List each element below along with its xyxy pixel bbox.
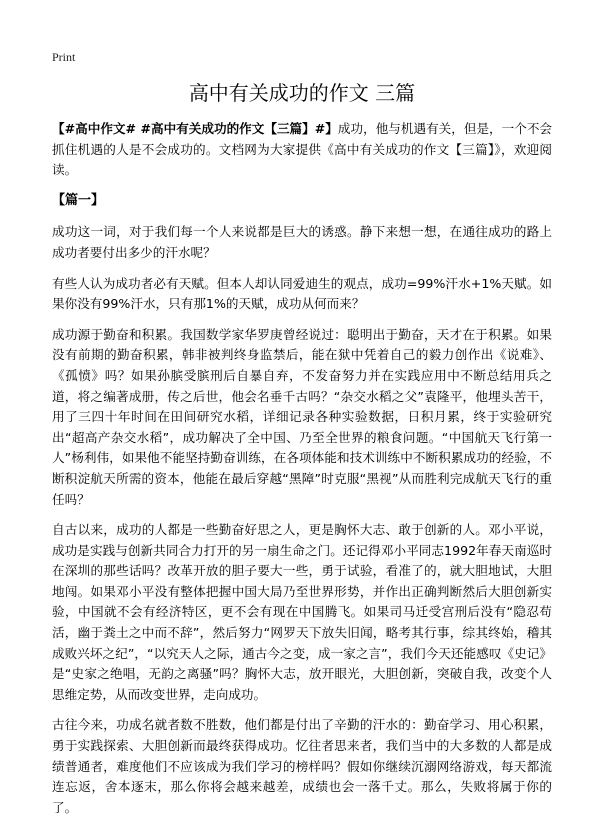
paragraph-4: 自古以来，成功的人都是一些勤奋好思之人，更是胸怀大志、敢于创新的人。邓小平说，成功是实践与创新共同合力打开的另一扇生命之门。还记得邓小平同志1992年春天南巡时在深圳的那些话吗？改革开放的胆子要大一些，勇于试验，看准了的，就大胆地试，大胆地闯。如果邓小平没有整体把握中国大局乃至世界形势，并作出正确判断然后大胆创新实验，中国就不会有经济特区，更不会有现在中国腾飞。如果司马迁受宫刑后没有“隐忍苟活，幽于粪土之中而不辞”，然后努力“网罗天下放失旧闻，略考其行事，综其终始，稽其成败兴坏之纪”，“以究天人之际，通古今之变，成一家之言”，我们今天还能感叹《史记》是“史家之绝唱，无韵之离骚”吗？胸怀大志，放开眼光，大胆创新，突破自我，改变个人思维定势，从而改变世界，走向成功。: [52, 522, 552, 702]
page-title: 高中有关成功的作文 三篇: [188, 81, 416, 105]
paragraph-1: 成功这一词，对于我们每一个人来说都是巨大的诱惑。静下来想一想，在通往成功的路上成功者要付出多少的汗水呢？: [52, 224, 552, 260]
paragraph-5: 古往今来，功成名就者数不胜数，他们都是付出了辛勤的汗水的：勤奋学习、用心积累，勇于实践探索、大胆创新而最终获得成功。忆往者思来者，我们当中的大多数的人都是成绩普通者，难度他们不应该成为我们学习的榜样吗？假如你继续沉溺网络游戏，每天都流连忘返，舍本逐末，那么你将会越来越差，成绩也会一落千丈。那么，失败将属于你的了。: [52, 717, 552, 815]
paragraph-3: 成功源于勤奋和积累。我国数学家华罗庚曾经说过：聪明出于勤奋，天才在于积累。如果没有前期的勤奋积累，韩非被判终身监禁后，能在狱中凭着自己的毅力创作出《说难》、《孤愤》吗？如果孙膑受膑刑后自暴自弃，不发奋努力并在实践应用中不断总结用兵之道，将之编著成册，传之后世，他会名垂千古吗？“杂交水稻之父”袁隆平，他埋头苦干，用了三四十年时间在田间研究水稻，详细记录各种实验数据，日积月累，终于实验研究出“超高产杂交水稻”，成功解决了全中国、乃至全世界的粮食问题。“中国航天飞行第一人”杨利伟，如果他不能坚持勤奋训练，在各项体能和技术训练中不断积累成功的经验，不断积淀航天所需的资本，他能在最后穿越“黑障”时克服“黑视”从而胜利完成航天飞行的重任吗？: [52, 326, 552, 507]
print-label: Print: [52, 50, 76, 64]
intro-paragraph: [52, 119, 552, 181]
article-body: [52, 119, 552, 828]
intro-lead: 【#高中作文# #高中有关成功的作文【三篇】#】: [52, 121, 338, 136]
section-heading: 【篇一】: [52, 192, 105, 208]
intro-text: 成功，他与机遇有关，但是，一个不会抓住机遇的人是不会成功的。文档网为大家提供《高中有关成功的作文【三篇】》，欢迎阅读。: [52, 121, 553, 178]
paragraph-2: 有些人认为成功者必有天赋。但本人却认同爱迪生的观点，成功=99%汗水+1%天赋。如果你没有99%汗水，只有那1%的天赋，成功从何而来？: [52, 275, 552, 312]
